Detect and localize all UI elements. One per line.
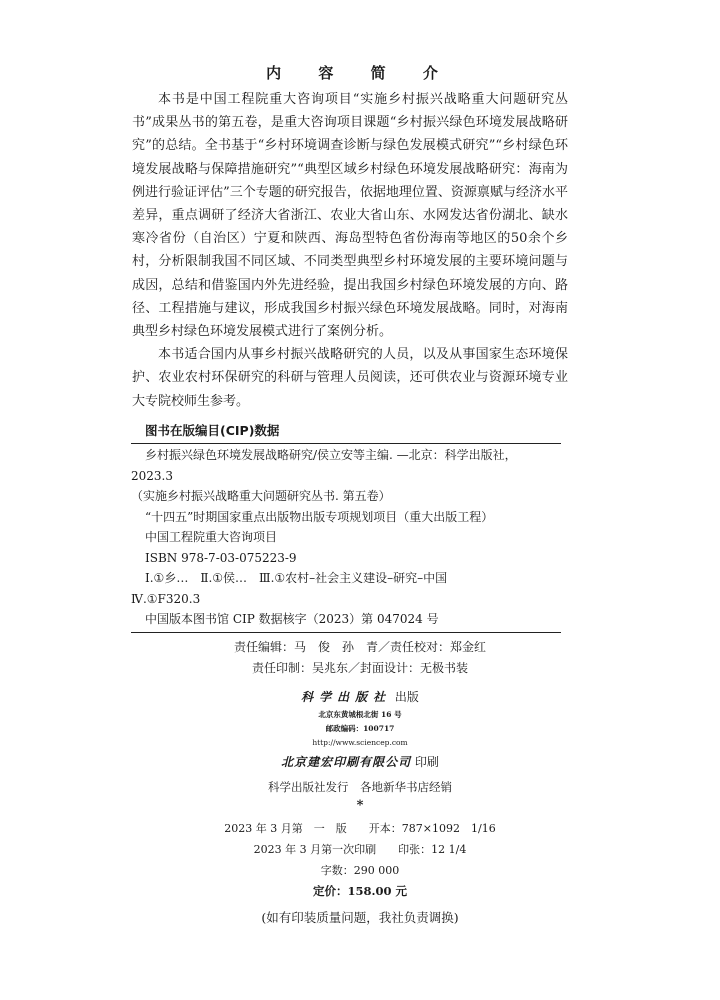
- cip-isbn-line: ISBN 978-7-03-075223-9: [145, 550, 297, 565]
- publisher-postcode: 邮政编码：100717: [325, 724, 395, 733]
- edition-row: 2023 年 3 月第 一 版 开本：787×1092 1/16: [224, 822, 496, 835]
- publisher-logo: 科学出版社: [301, 690, 392, 704]
- printer-logo: 北京建宏印刷有限公司: [281, 755, 412, 769]
- cip-consult-line: 中国工程院重大咨询项目: [145, 530, 278, 544]
- page-title: 内 容 简 介: [266, 64, 454, 82]
- cip-project-line: “十四五”时期国家重点出版物出版专项规划项目（重大出版工程）: [145, 509, 494, 524]
- cip-year-line: 2023.3: [131, 468, 173, 483]
- editor-credits: 责任编辑：马 俊 孙 青／责任校对：郑金红: [233, 640, 486, 654]
- cip-block: [131, 445, 561, 630]
- quality-note: (如有印装质量问题，我社负责调换): [261, 910, 459, 925]
- cip-heading: 图书在版编目(CIP)数据: [145, 423, 280, 438]
- cip-class-number-line: Ⅳ.①F320.3: [131, 591, 201, 606]
- credits-block: [0, 637, 720, 679]
- publisher-url: http://www.sciencep.com: [312, 738, 408, 747]
- cip-title-line: 乡村振兴绿色环境发展战略研究/侯立安等主编. —北京：科学出版社，: [145, 448, 517, 462]
- cip-record-number-line: 中国版本图书馆 CIP 数据核字（2023）第 047024 号: [145, 612, 439, 626]
- abstract-paragraph-1: 本书是中国工程院重大咨询项目“实施乡村振兴战略重大问题研究丛书”成果丛书的第五卷，是重大咨询项目课题“乡村振兴绿色环境发展战略研究”的总结。全书基于“乡村环境调查诊断与绿色发展模式研究”“乡村绿色环境发展战略与保障措施研究”“典型区域乡村绿色环境发展战略研究：海南为例进行验证评估”三个专题的研究报告，依据地理位置、资源禀赋与经济水平差异，重点调研了经济大省浙江、农业大省山东、水网发达省份湖北、缺水寒冷省份（自治区）宁夏和陕西、海岛型特色省份海南等地区的50余个乡村，分析限制我国不同区域、不同类型典型乡村环境发展的主要环境问题与成因，总结和借鉴国内外先进经验，提出我国乡村绿色环境发展的方向、路径、工程措施与建议，形成我国乡村振兴绿色环境发展战略。同时，对海南典型乡村绿色环境发展模式进行了案例分析。: [132, 92, 568, 340]
- printing-row: 2023 年 3 月第一次印刷 印张：12 1/4: [253, 843, 467, 856]
- abstract-paragraph-2: 本书适合国内从事乡村振兴战略研究的人员，以及从事国家生态环境保护、农业农村环保研究的科研与管理人员阅读，还可供农业与资源环境专业大专院校师生参考。: [132, 347, 568, 409]
- production-credits: 责任印制：吴兆东／封面设计：无极书装: [251, 661, 468, 675]
- star-separator: *: [356, 798, 364, 813]
- publisher-address: 北京东黄城根北街 16 号: [318, 710, 402, 719]
- cip-classification-line: Ⅰ.①乡… Ⅱ.①侯… Ⅲ.①农村–社会主义建设–研究–中国: [145, 571, 448, 585]
- price: 定价：158.00 元: [312, 884, 407, 898]
- cip-series-line: （实施乡村振兴战略重大问题研究丛书. 第五卷）: [131, 489, 391, 503]
- publisher-block: [0, 686, 720, 814]
- word-count: 字数：290 000: [320, 864, 400, 877]
- cip-bottom-rule: [131, 632, 561, 633]
- printer-line: [0, 752, 720, 772]
- distribution-line: 科学出版社发行 各地新华书店经销: [268, 780, 452, 794]
- printer-suffix: 印刷: [414, 755, 439, 769]
- publisher-line: [0, 686, 720, 708]
- edition-info: [0, 818, 720, 928]
- publisher-suffix: 出版: [394, 690, 419, 704]
- cip-top-rule: [131, 443, 561, 444]
- abstract-section: [132, 88, 568, 413]
